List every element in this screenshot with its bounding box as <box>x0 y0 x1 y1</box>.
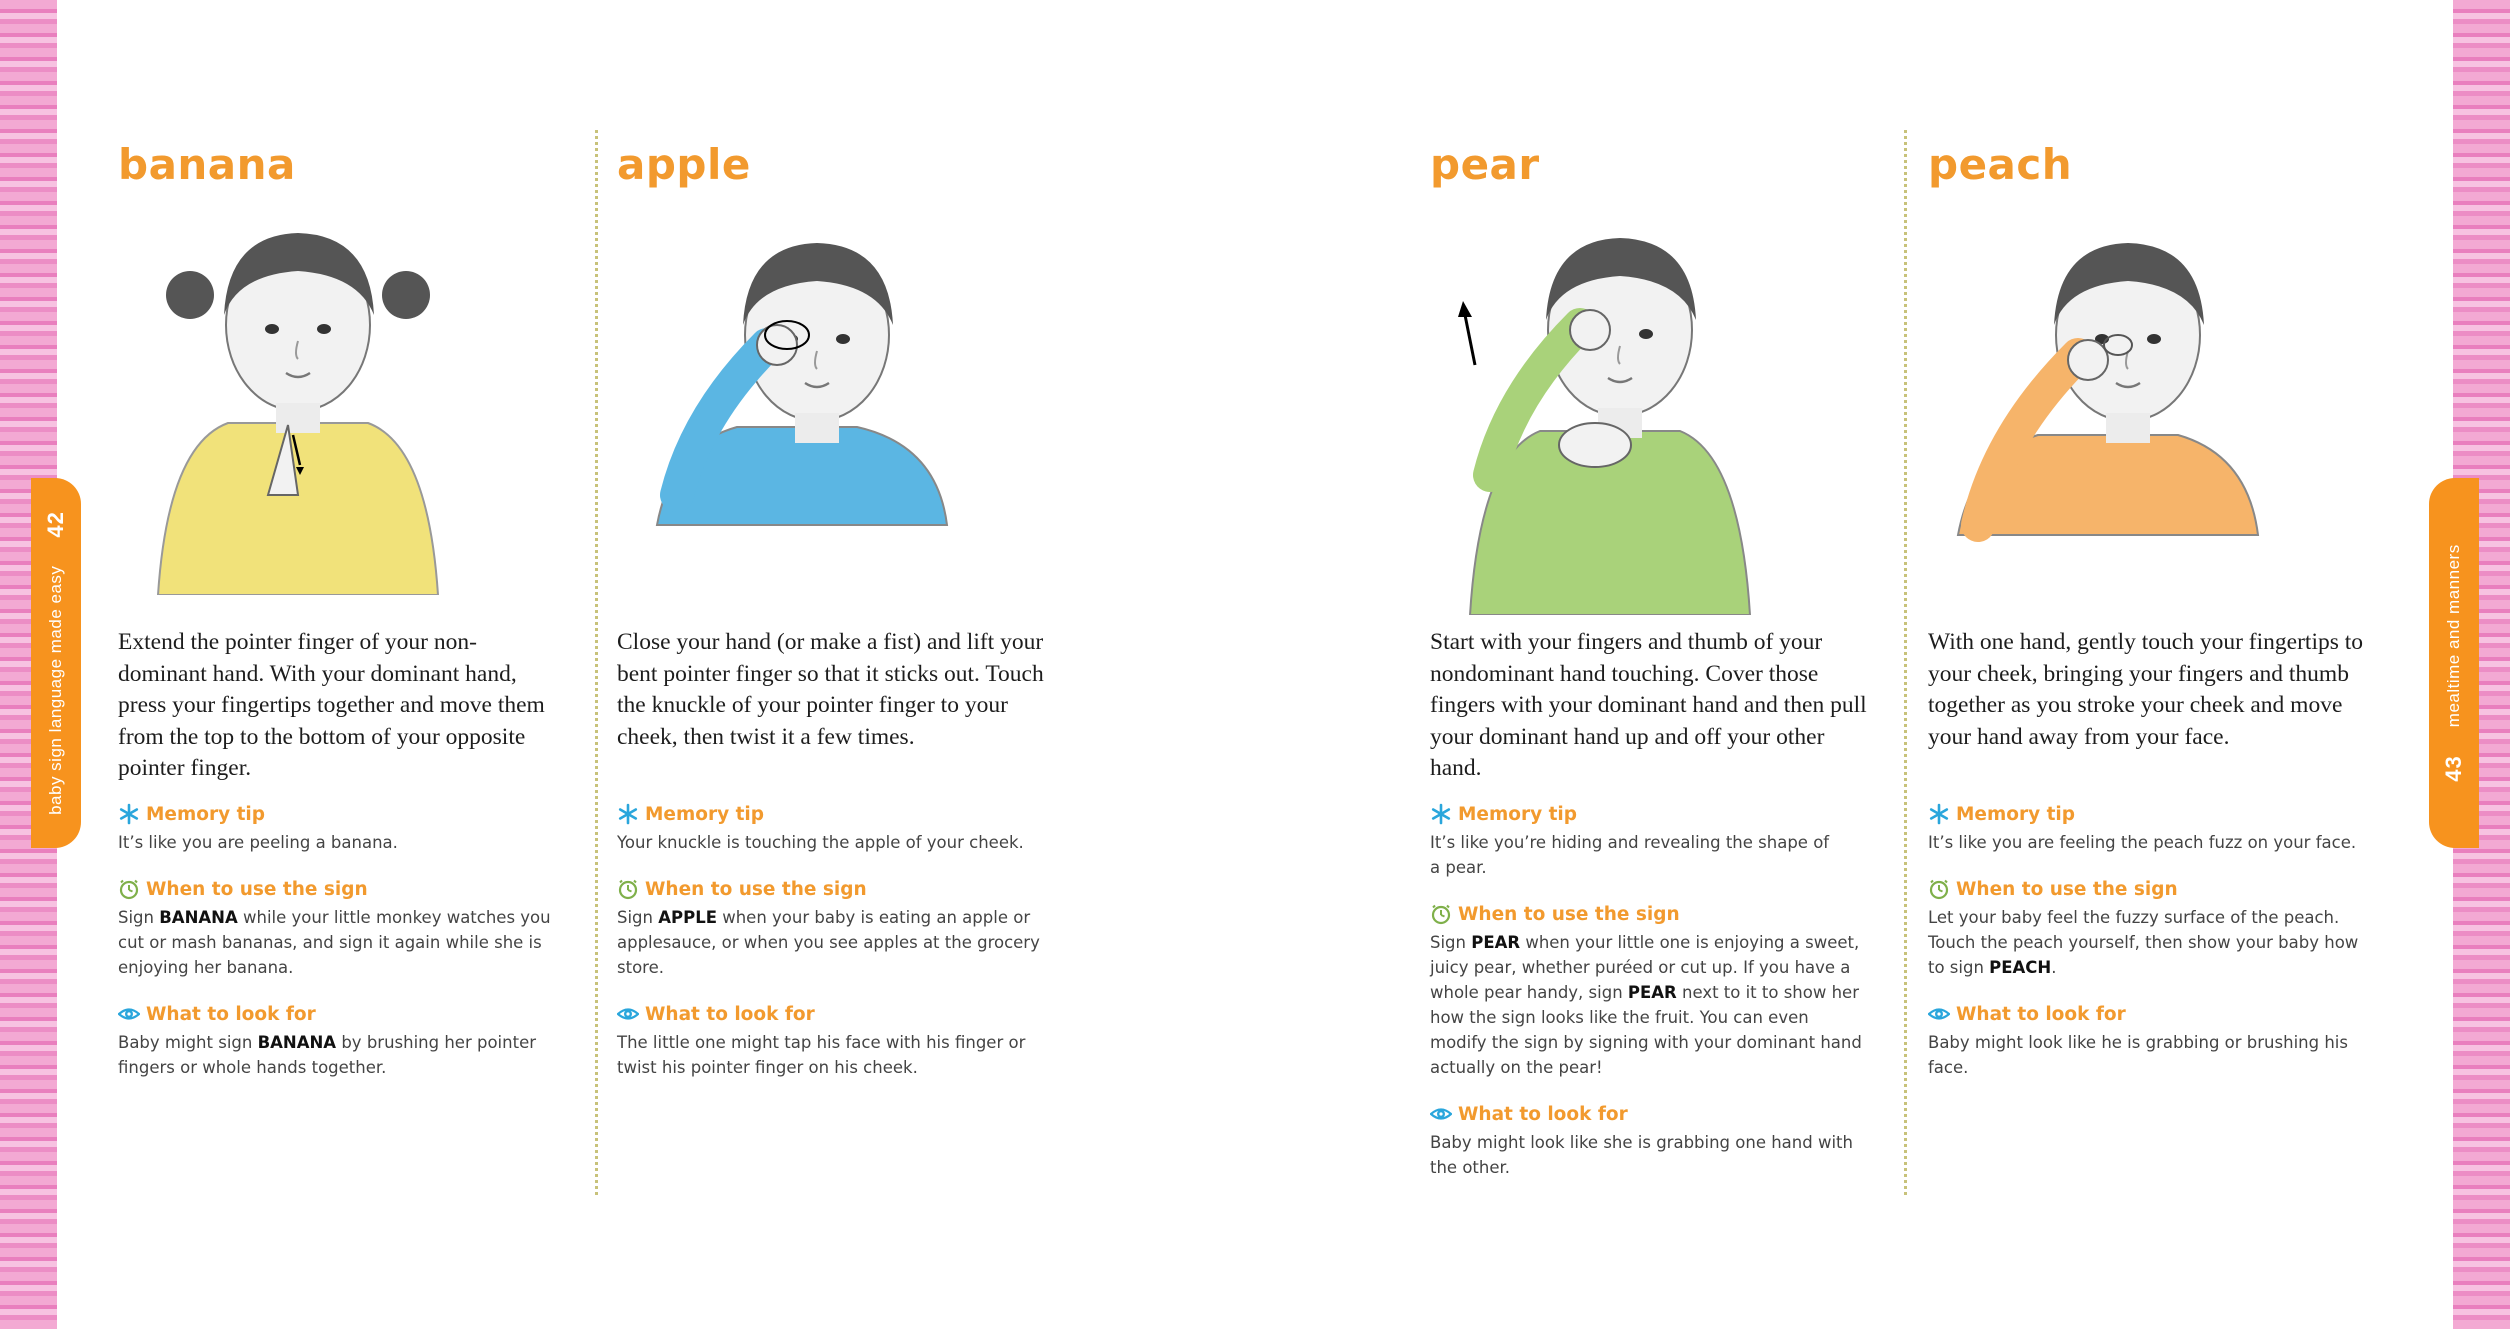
snowflake-icon <box>118 803 140 825</box>
memory-tip-text: It’s like you are feeling the peach fuzz on your face. <box>1928 833 2357 852</box>
section-title: mealtime and manners <box>2444 544 2463 728</box>
what-to-look-for-section <box>1430 1103 1870 1180</box>
sign-description: Extend the pointer finger of your non-dominant hand. With your dominant hand, press your fingertips together and move them from the top to the bottom of your opposite pointer finger. <box>118 629 545 781</box>
sign-description: With one hand, gently touch your fingertips to your cheek, bringing your fingers and thumb together as you stroke your cheek and move your hand away from your face. <box>1928 629 2364 750</box>
memory-tip-text: It’s like you’re hiding and revealing the shape of a pear. <box>1430 833 1830 877</box>
sign-description: Close your hand (or make a fist) and lift your bent pointer finger so that it sticks out. Touch the knuckle of your pointer finger to your cheek, then twist it a few times. <box>617 629 1044 750</box>
when-to-use-section <box>1430 903 1870 1080</box>
when-to-use-text: Let your baby feel the fuzzy surface of the peach. Touch the peach yourself, then show your baby how to sign PEACH. <box>1928 908 2359 977</box>
left-page-tab <box>31 478 81 848</box>
what-to-look-for-heading: What to look for <box>1956 1003 2126 1025</box>
right-page-tab <box>2429 478 2479 848</box>
sign-title: peach <box>1928 140 2073 189</box>
eye-icon <box>118 1003 140 1025</box>
memory-tip-section <box>1430 803 1870 880</box>
what-to-look-for-text: Baby might look like he is grabbing or brushing his face. <box>1928 1033 2348 1077</box>
snowflake-icon <box>1430 803 1452 825</box>
when-to-use-heading: When to use the sign <box>645 878 867 900</box>
when-to-use-heading: When to use the sign <box>146 878 368 900</box>
memory-tip-section <box>118 803 558 855</box>
child-signing-apple-illustration <box>617 195 977 595</box>
what-to-look-for-section <box>118 1003 558 1080</box>
snowflake-icon <box>1928 803 1950 825</box>
book-title: baby sign language made easy <box>46 565 65 815</box>
when-to-use-section <box>617 878 1057 980</box>
child-signing-pear-illustration <box>1430 195 1790 615</box>
what-to-look-for-heading: What to look for <box>645 1003 815 1025</box>
memory-tip-heading: Memory tip <box>146 803 265 825</box>
sign-title: banana <box>118 140 296 189</box>
what-to-look-for-heading: What to look for <box>146 1003 316 1025</box>
page-number-right: 43 <box>2441 755 2466 782</box>
column-divider <box>1904 130 1907 1195</box>
memory-tip-heading: Memory tip <box>1458 803 1577 825</box>
memory-tip-text: Your knuckle is touching the apple of your cheek. <box>617 833 1024 852</box>
eye-icon <box>1928 1003 1950 1025</box>
eye-icon <box>617 1003 639 1025</box>
memory-tip-heading: Memory tip <box>645 803 764 825</box>
child-signing-banana-illustration <box>118 195 478 595</box>
when-to-use-heading: When to use the sign <box>1956 878 2178 900</box>
memory-tip-section <box>1928 803 2368 855</box>
eye-icon <box>1430 1103 1452 1125</box>
alarm-clock-icon <box>118 878 140 900</box>
snowflake-icon <box>617 803 639 825</box>
when-to-use-section <box>118 878 558 980</box>
what-to-look-for-text: The little one might tap his face with his finger or twist his pointer finger on his cheek. <box>617 1033 1026 1077</box>
column-divider <box>595 130 598 1195</box>
sign-description: Start with your fingers and thumb of your nondominant hand touching. Cover those fingers with your dominant hand and then pull your dominant hand up and off your other hand. <box>1430 629 1867 781</box>
what-to-look-for-text: Baby might sign BANANA by brushing her pointer fingers or whole hands together. <box>118 1033 537 1077</box>
what-to-look-for-section <box>1928 1003 2368 1080</box>
when-to-use-text: Sign APPLE when your baby is eating an apple or applesauce, or when you see apples at the grocery store. <box>617 908 1040 977</box>
memory-tip-heading: Memory tip <box>1956 803 2075 825</box>
page-number-left: 42 <box>43 511 68 538</box>
memory-tip-section <box>617 803 1057 855</box>
sign-title: pear <box>1430 140 1540 189</box>
sign-title: apple <box>617 140 751 189</box>
alarm-clock-icon <box>1928 878 1950 900</box>
what-to-look-for-text: Baby might look like she is grabbing one hand with the other. <box>1430 1133 1853 1177</box>
what-to-look-for-section <box>617 1003 1057 1080</box>
when-to-use-heading: When to use the sign <box>1458 903 1680 925</box>
alarm-clock-icon <box>617 878 639 900</box>
alarm-clock-icon <box>1430 903 1452 925</box>
when-to-use-text: Sign BANANA while your little monkey watches you cut or mash bananas, and sign it again while she is enjoying her banana. <box>118 908 551 977</box>
memory-tip-text: It’s like you are peeling a banana. <box>118 833 398 852</box>
what-to-look-for-heading: What to look for <box>1458 1103 1628 1125</box>
when-to-use-text: Sign PEAR when your little one is enjoying a sweet, juicy pear, whether puréed or cut up. If you have a whole pear handy, sign PEAR next to it to show her how the sign looks like the fruit. You can even modify the sign by signing with your dominant hand actually on the pear! <box>1430 933 1862 1077</box>
when-to-use-section <box>1928 878 2368 980</box>
child-signing-peach-illustration <box>1928 195 2288 595</box>
